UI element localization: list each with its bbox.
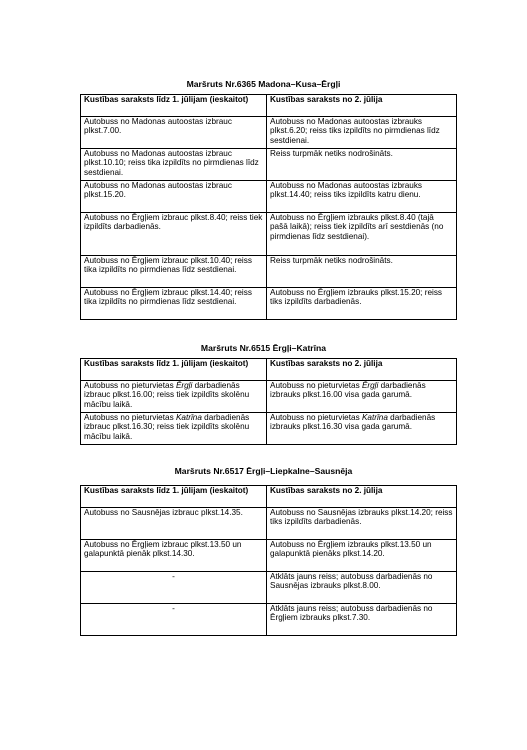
table-cell: - [81, 604, 267, 636]
section-title-6517: Maršruts Nr.6517 Ērgļi–Liepkalne–Sausnēja [174, 466, 353, 476]
cell-text: Autobuss no pieturvietas [84, 413, 176, 422]
section-title-6515: Maršruts Nr.6515 Ērgļi–Katrīna [200, 343, 327, 353]
table-cell: Atklāts jauns reiss; autobuss darbadienās no Ērgļiem izbrauks plkst.7.30. [267, 604, 457, 636]
table-cell: Autobuss no Madonas autoostas izbrauks plkst.6.20; reiss tiks izpildīts no pirmdienas līdz sestdienai. [267, 117, 457, 149]
table-row [81, 572, 457, 604]
table-cell: Autobuss no Ērgļiem izbrauc plkst.8.40; reiss tiek izpildīts darbadienās. [81, 213, 267, 256]
table-cell [267, 413, 457, 445]
header-cell-new: Kustības saraksts no 2. jūlija [267, 359, 457, 381]
table-row [81, 540, 457, 572]
table-row [81, 256, 457, 288]
table-cell: Autobuss no Sausnējas izbrauks plkst.14.20; reiss tiks izpildīts darbadienās. [267, 508, 457, 540]
cell-text: darbadienās izbrauks plkst.16.00 visa gada garumā. [270, 381, 426, 400]
stop-name: Katrīna [361, 413, 388, 422]
table-cell: Autobuss no Ērgļiem izbrauks plkst.8.40 (tajā pašā laikā); reiss tiek izpildīts arī sestdienās (no pirmdienas līdz sestdienai). [267, 213, 457, 256]
table-row [81, 181, 457, 213]
table-row [81, 604, 457, 636]
table-row [81, 117, 457, 149]
table-row [81, 149, 457, 181]
table-cell: Reiss turpmāk netiks nodrošināts. [267, 256, 457, 288]
table-header-row [81, 95, 457, 117]
table-cell: Atklāts jauns reiss; autobuss darbadienās no Sausnējas izbrauks plkst.8.00. [267, 572, 457, 604]
table-header-row [81, 486, 457, 508]
header-cell-old: Kustības saraksts līdz 1. jūlijam (ieskaitot) [81, 359, 267, 381]
header-cell-old: Kustības saraksts līdz 1. jūlijam (ieskaitot) [81, 95, 267, 117]
table-cell: Autobuss no Madonas autoostas izbrauc plkst.10.10; reiss tika izpildīts no pirmdienas līdz sestdienai. [81, 149, 267, 181]
table-cell [81, 413, 267, 445]
cell-text: Autobuss no pieturvietas [270, 413, 362, 422]
cell-text: Autobuss no pieturvietas [84, 381, 176, 390]
schedule-table-6517 [80, 485, 457, 636]
stop-name: Katrīna [175, 413, 202, 422]
table-cell: Autobuss no Ērgļiem izbrauc plkst.14.40; reiss tika izpildīts no pirmdienas līdz sestdienai. [81, 288, 267, 320]
section-title-6365: Maršruts Nr.6365 Madona–Kusa–Ērgļi [186, 79, 341, 89]
cell-text: darbadienās izbrauc plkst.16.30; reiss tiek izpildīts skolēnu mācību laikā. [84, 413, 250, 441]
table-row [81, 213, 457, 256]
table-cell: Reiss turpmāk netiks nodrošināts. [267, 149, 457, 181]
cell-text: darbadienās izbrauc plkst.16.00; reiss tiek izpildīts skolēnu mācību laikā. [84, 381, 250, 409]
table-cell: - [81, 572, 267, 604]
table-row [81, 413, 457, 445]
table-row [81, 508, 457, 540]
header-cell-new: Kustības saraksts no 2. jūlija [267, 95, 457, 117]
stop-name: Ērgļi [361, 381, 379, 390]
header-cell-new: Kustības saraksts no 2. jūlija [267, 486, 457, 508]
schedule-table-6365 [80, 94, 457, 320]
table-cell: Autobuss no Ērgļiem izbrauks plkst.13.50 un galapunktā pienāks plkst.14.20. [267, 540, 457, 572]
table-row [81, 381, 457, 413]
cell-text: darbadienās izbrauks plkst.16.30 visa gada garumā. [270, 413, 436, 432]
table-cell: Autobuss no Madonas autoostas izbrauc plkst.15.20. [81, 181, 267, 213]
table-cell: Autobuss no Ērgļiem izbrauks plkst.15.20; reiss tiks izpildīts darbadienās. [267, 288, 457, 320]
table-cell: Autobuss no Ērgļiem izbrauc plkst.13.50 un galapunktā pienāk plkst.14.30. [81, 540, 267, 572]
stop-name: Ērgļi [175, 381, 193, 390]
header-cell-old: Kustības saraksts līdz 1. jūlijam (ieskaitot) [81, 486, 267, 508]
table-cell: Autobuss no Madonas autoostas izbrauks plkst.14.40; reiss tiks izpildīts katru dienu. [267, 181, 457, 213]
schedule-table-6515 [80, 358, 457, 445]
cell-text: Autobuss no pieturvietas [270, 381, 362, 390]
table-cell [81, 381, 267, 413]
table-cell: Autobuss no Ērgļiem izbrauc plkst.10.40; reiss tika izpildīts no pirmdienas līdz sestdienai. [81, 256, 267, 288]
table-header-row [81, 359, 457, 381]
table-cell: Autobuss no Madonas autoostas izbrauc plkst.7.00. [81, 117, 267, 149]
table-row [81, 288, 457, 320]
table-cell: Autobuss no Sausnējas izbrauc plkst.14.35. [81, 508, 267, 540]
table-cell [267, 381, 457, 413]
